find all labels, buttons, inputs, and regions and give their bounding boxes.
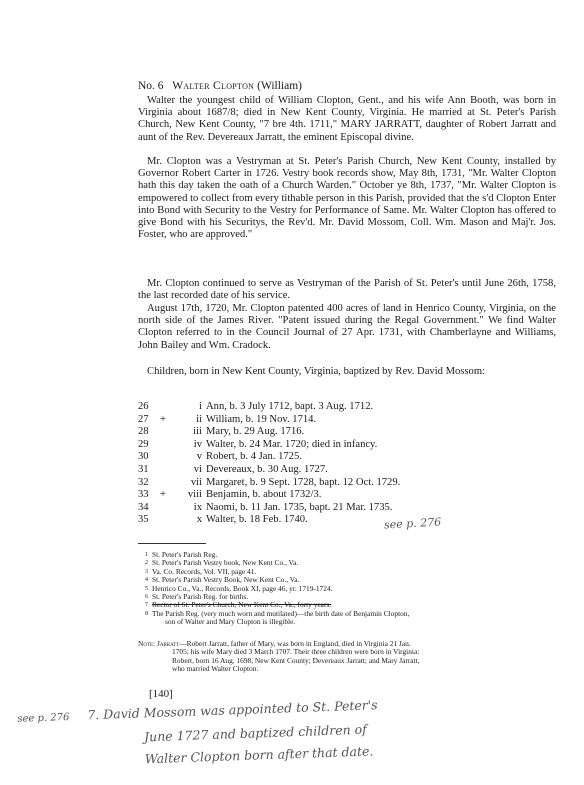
entry-heading	[138, 80, 302, 92]
child-entry: 34 ix Naomi, b. 11 Jan. 1735, bapt. 21 Mar. 1735.	[138, 501, 393, 513]
child-entry: 28 iii Mary, b. 29 Aug. 1716.	[138, 426, 305, 438]
note-label: Note: Jarratt	[138, 639, 180, 648]
footnotes	[145, 551, 555, 627]
child-entry: 27 + ii William, b. 19 Nov. 1714.	[138, 413, 317, 425]
children-list	[138, 401, 558, 527]
footnote: $^2$ St. Peter's Parish Vestry book, New Kent Co., Va.	[145, 558, 299, 568]
paragraph-land-patent: August 17th, 1720, Mr. Clopton patented 400 acres of land in Henrico County, Virginia, on the north side of the James River. "Patent issued during the Regal Government." We find Walter Clopton referred to in the Council Journal of 27 Apr. 1731, with Chamberlayne and Williams, John Bailey and Wm. Cradock.	[138, 303, 556, 351]
footnote: $^3$ Va. Co. Records, Vol. VII, page 41.	[145, 566, 257, 576]
entry-parent: (William)	[257, 80, 303, 92]
jarratt-note: Note: Jarratt—Robert Jarratt, father of Mary, was born in England, died in Virginia 21 Jan. 1705; his wife Mary died 3 March 1707. Their three children were born in Virginia: Robert, born 16 Aug. 1698, New Kent County; Devereaux Jarratt; and Mary Jarratt, who married Walter Clopton.	[138, 639, 420, 674]
entry-name: Walter Clopton	[172, 80, 255, 92]
child-entry: 33 + viii Benjamin, b. about 1732/3.	[138, 489, 322, 501]
child-entry: 30 v Robert, b. 4 Jan. 1725.	[138, 451, 302, 463]
footnote: $^4$ St. Peter's Parish Vestry Book, New Kent Co., Va.	[145, 575, 300, 585]
paragraph-service: Mr. Clopton continued to serve as Vestryman of the Parish of St. Peter's until June 26th, 1758, the last recorded date of his service.	[138, 278, 556, 302]
handwritten-note: see p. 276 7. David Mossom was appointed to St. Peter's June 1727 and baptized children of Walter Clopton born after that date.	[17, 697, 378, 767]
entry-number: No. 6	[138, 80, 164, 92]
child-entry: 26 i Ann, b. 3 July 1712, bapt. 3 Aug. 1712.	[138, 401, 374, 412]
footnote: $^6$ St. Peter's Parish Reg. for births.	[145, 592, 249, 602]
child-entry: 31 vi Devereaux, b. 30 Aug. 1727.	[138, 463, 328, 475]
paragraph-vestryman: Mr. Clopton was a Vestryman at St. Peter's Parish Church, New Kent County, installed by Governor Robert Carter in 1726. Vestry book records show, May 8th, 1731, "Mr. Walter Clopton hath this day taken the oath of a Church Warden." October ye 8th, 1737, "Mr. Walter Clopton is empowered to collect from every tithable person in this Parish, provided that the s'd Clopton Enter into Bond with Security to the Vestry for Performance of Same. Mr. Walter Clopton has offered to give Bond with his Securitys, the Rev'd. Mr. David Mossom, Coll. Wm. Mason and Maj'r. Jos. Foster, who are approved."	[138, 156, 556, 241]
child-entry: 35 x Walter, b. 18 Feb. 1740.	[138, 514, 308, 526]
footnote-continuation: son of Walter and Mary Clopton is illegible.	[165, 617, 296, 627]
child-entry: 29 iv Walter, b. 24 Mar. 1720; died in infancy.	[138, 438, 378, 450]
footnote: $^7$ Rector of St. Peter's Church, New Kent Co., Va., forty years.	[145, 600, 332, 610]
footnote: $^8$ The Parish Reg. (very much worn and mutilated)—the birth date of Benjamin Clopton,	[145, 608, 410, 618]
paragraph-children-intro: Children, born in New Kent County, Virginia, baptized by Rev. David Mossom:	[147, 366, 486, 377]
page-number: [140]	[149, 688, 173, 700]
footnote: $^1$ St. Peter's Parish Reg.	[145, 550, 218, 559]
paragraph-biography: Walter the youngest child of William Clopton, Gent., and his wife Ann Booth, was born in Virginia about 1687/8; died in New Kent County, Virginia. He married at St. Peter's Parish Church, New Kent County, "7 bre 4th. 1711," MARY JARRATT, daughter of Robert Jarratt and aunt of the Rev. Devereaux Jarratt, the eminent Episcopal divine.	[138, 95, 556, 143]
handwritten-margin-tag: see p. 276	[17, 711, 70, 725]
child-entry: 32 vii Margaret, b. 9 Sept. 1728, bapt. 12 Oct. 1729.	[138, 476, 401, 488]
handwritten-page-reference: see p. 276	[383, 515, 442, 532]
footnote-divider	[138, 543, 206, 544]
footnote: $^5$ Henrico Co., Va., Records, Book XI, page 46, yr. 1719-1724.	[145, 583, 333, 593]
